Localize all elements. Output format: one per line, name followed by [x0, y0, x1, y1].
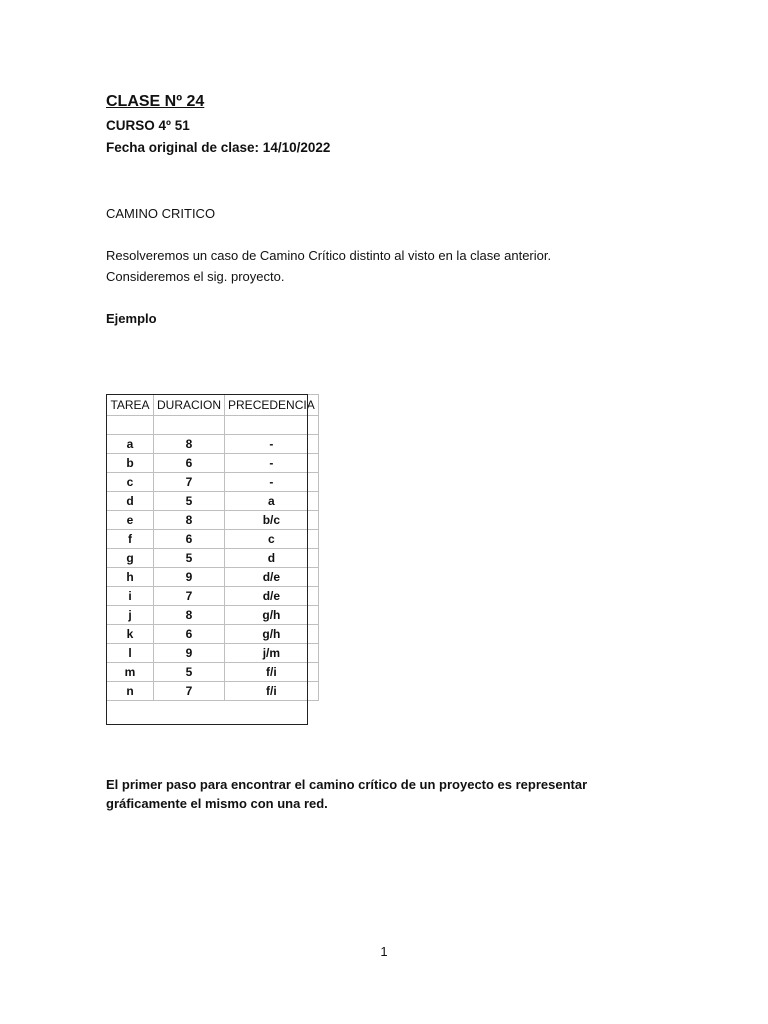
table-row	[107, 454, 319, 473]
table-row	[107, 587, 319, 606]
duration-cell: 8	[154, 511, 225, 530]
intro-line-1: Resolveremos un caso de Camino Crítico distinto al visto en la clase anterior.	[106, 248, 552, 263]
table-cell	[154, 416, 225, 435]
precedence-cell: g/h	[225, 606, 319, 625]
task-cell: d	[107, 492, 154, 511]
precedence-cell: c	[225, 530, 319, 549]
duration-cell: 6	[154, 625, 225, 644]
duration-cell: 9	[154, 568, 225, 587]
duration-cell: 8	[154, 435, 225, 454]
precedence-cell: d/e	[225, 587, 319, 606]
duration-cell: 5	[154, 492, 225, 511]
column-header-duracion: DURACION	[154, 395, 225, 416]
table-row	[107, 530, 319, 549]
table-row	[107, 644, 319, 663]
example-label: Ejemplo	[106, 311, 157, 326]
page-number: 1	[380, 944, 388, 959]
class-date: Fecha original de clase: 14/10/2022	[106, 140, 331, 155]
intro-line-2: Consideremos el sig. proyecto.	[106, 269, 285, 284]
table-row	[107, 682, 319, 701]
precedence-cell: f/i	[225, 682, 319, 701]
duration-cell: 7	[154, 473, 225, 492]
column-header-tarea: TAREA	[107, 395, 154, 416]
task-cell: k	[107, 625, 154, 644]
task-cell: f	[107, 530, 154, 549]
page-title: CLASE Nº 24	[106, 93, 205, 110]
duration-cell: 7	[154, 587, 225, 606]
task-cell: c	[107, 473, 154, 492]
precedence-cell: b/c	[225, 511, 319, 530]
section-heading: CAMINO CRITICO	[106, 206, 216, 221]
task-table	[106, 394, 319, 701]
course-label: CURSO 4º 51	[106, 118, 190, 133]
precedence-cell: d/e	[225, 568, 319, 587]
task-cell: n	[107, 682, 154, 701]
table-row	[107, 606, 319, 625]
task-cell: j	[107, 606, 154, 625]
precedence-cell: f/i	[225, 663, 319, 682]
task-cell: h	[107, 568, 154, 587]
task-cell: l	[107, 644, 154, 663]
task-cell: m	[107, 663, 154, 682]
table-row	[107, 568, 319, 587]
precedence-cell: d	[225, 549, 319, 568]
table-row	[107, 435, 319, 454]
duration-cell: 7	[154, 682, 225, 701]
table-row	[107, 473, 319, 492]
task-cell: e	[107, 511, 154, 530]
closing-paragraph: El primer paso para encontrar el camino crítico de un proyecto es representar gráficamente el mismo con una red.	[106, 777, 588, 811]
table-cell	[107, 416, 154, 435]
table-row	[107, 663, 319, 682]
table-header-row	[107, 395, 319, 416]
task-cell: i	[107, 587, 154, 606]
task-cell: g	[107, 549, 154, 568]
table-blank-row	[107, 416, 319, 435]
duration-cell: 9	[154, 644, 225, 663]
table-row	[107, 625, 319, 644]
task-cell: b	[107, 454, 154, 473]
duration-cell: 6	[154, 454, 225, 473]
table-row	[107, 492, 319, 511]
duration-cell: 6	[154, 530, 225, 549]
duration-cell: 5	[154, 549, 225, 568]
table-row	[107, 549, 319, 568]
table-cell	[225, 416, 319, 435]
precedence-cell: j/m	[225, 644, 319, 663]
precedence-cell: -	[225, 454, 319, 473]
duration-cell: 5	[154, 663, 225, 682]
precedence-cell: -	[225, 473, 319, 492]
duration-cell: 8	[154, 606, 225, 625]
precedence-cell: g/h	[225, 625, 319, 644]
task-cell: a	[107, 435, 154, 454]
column-header-precedencia: PRECEDENCIA	[225, 395, 319, 416]
table-row	[107, 511, 319, 530]
precedence-cell: -	[225, 435, 319, 454]
precedence-cell: a	[225, 492, 319, 511]
